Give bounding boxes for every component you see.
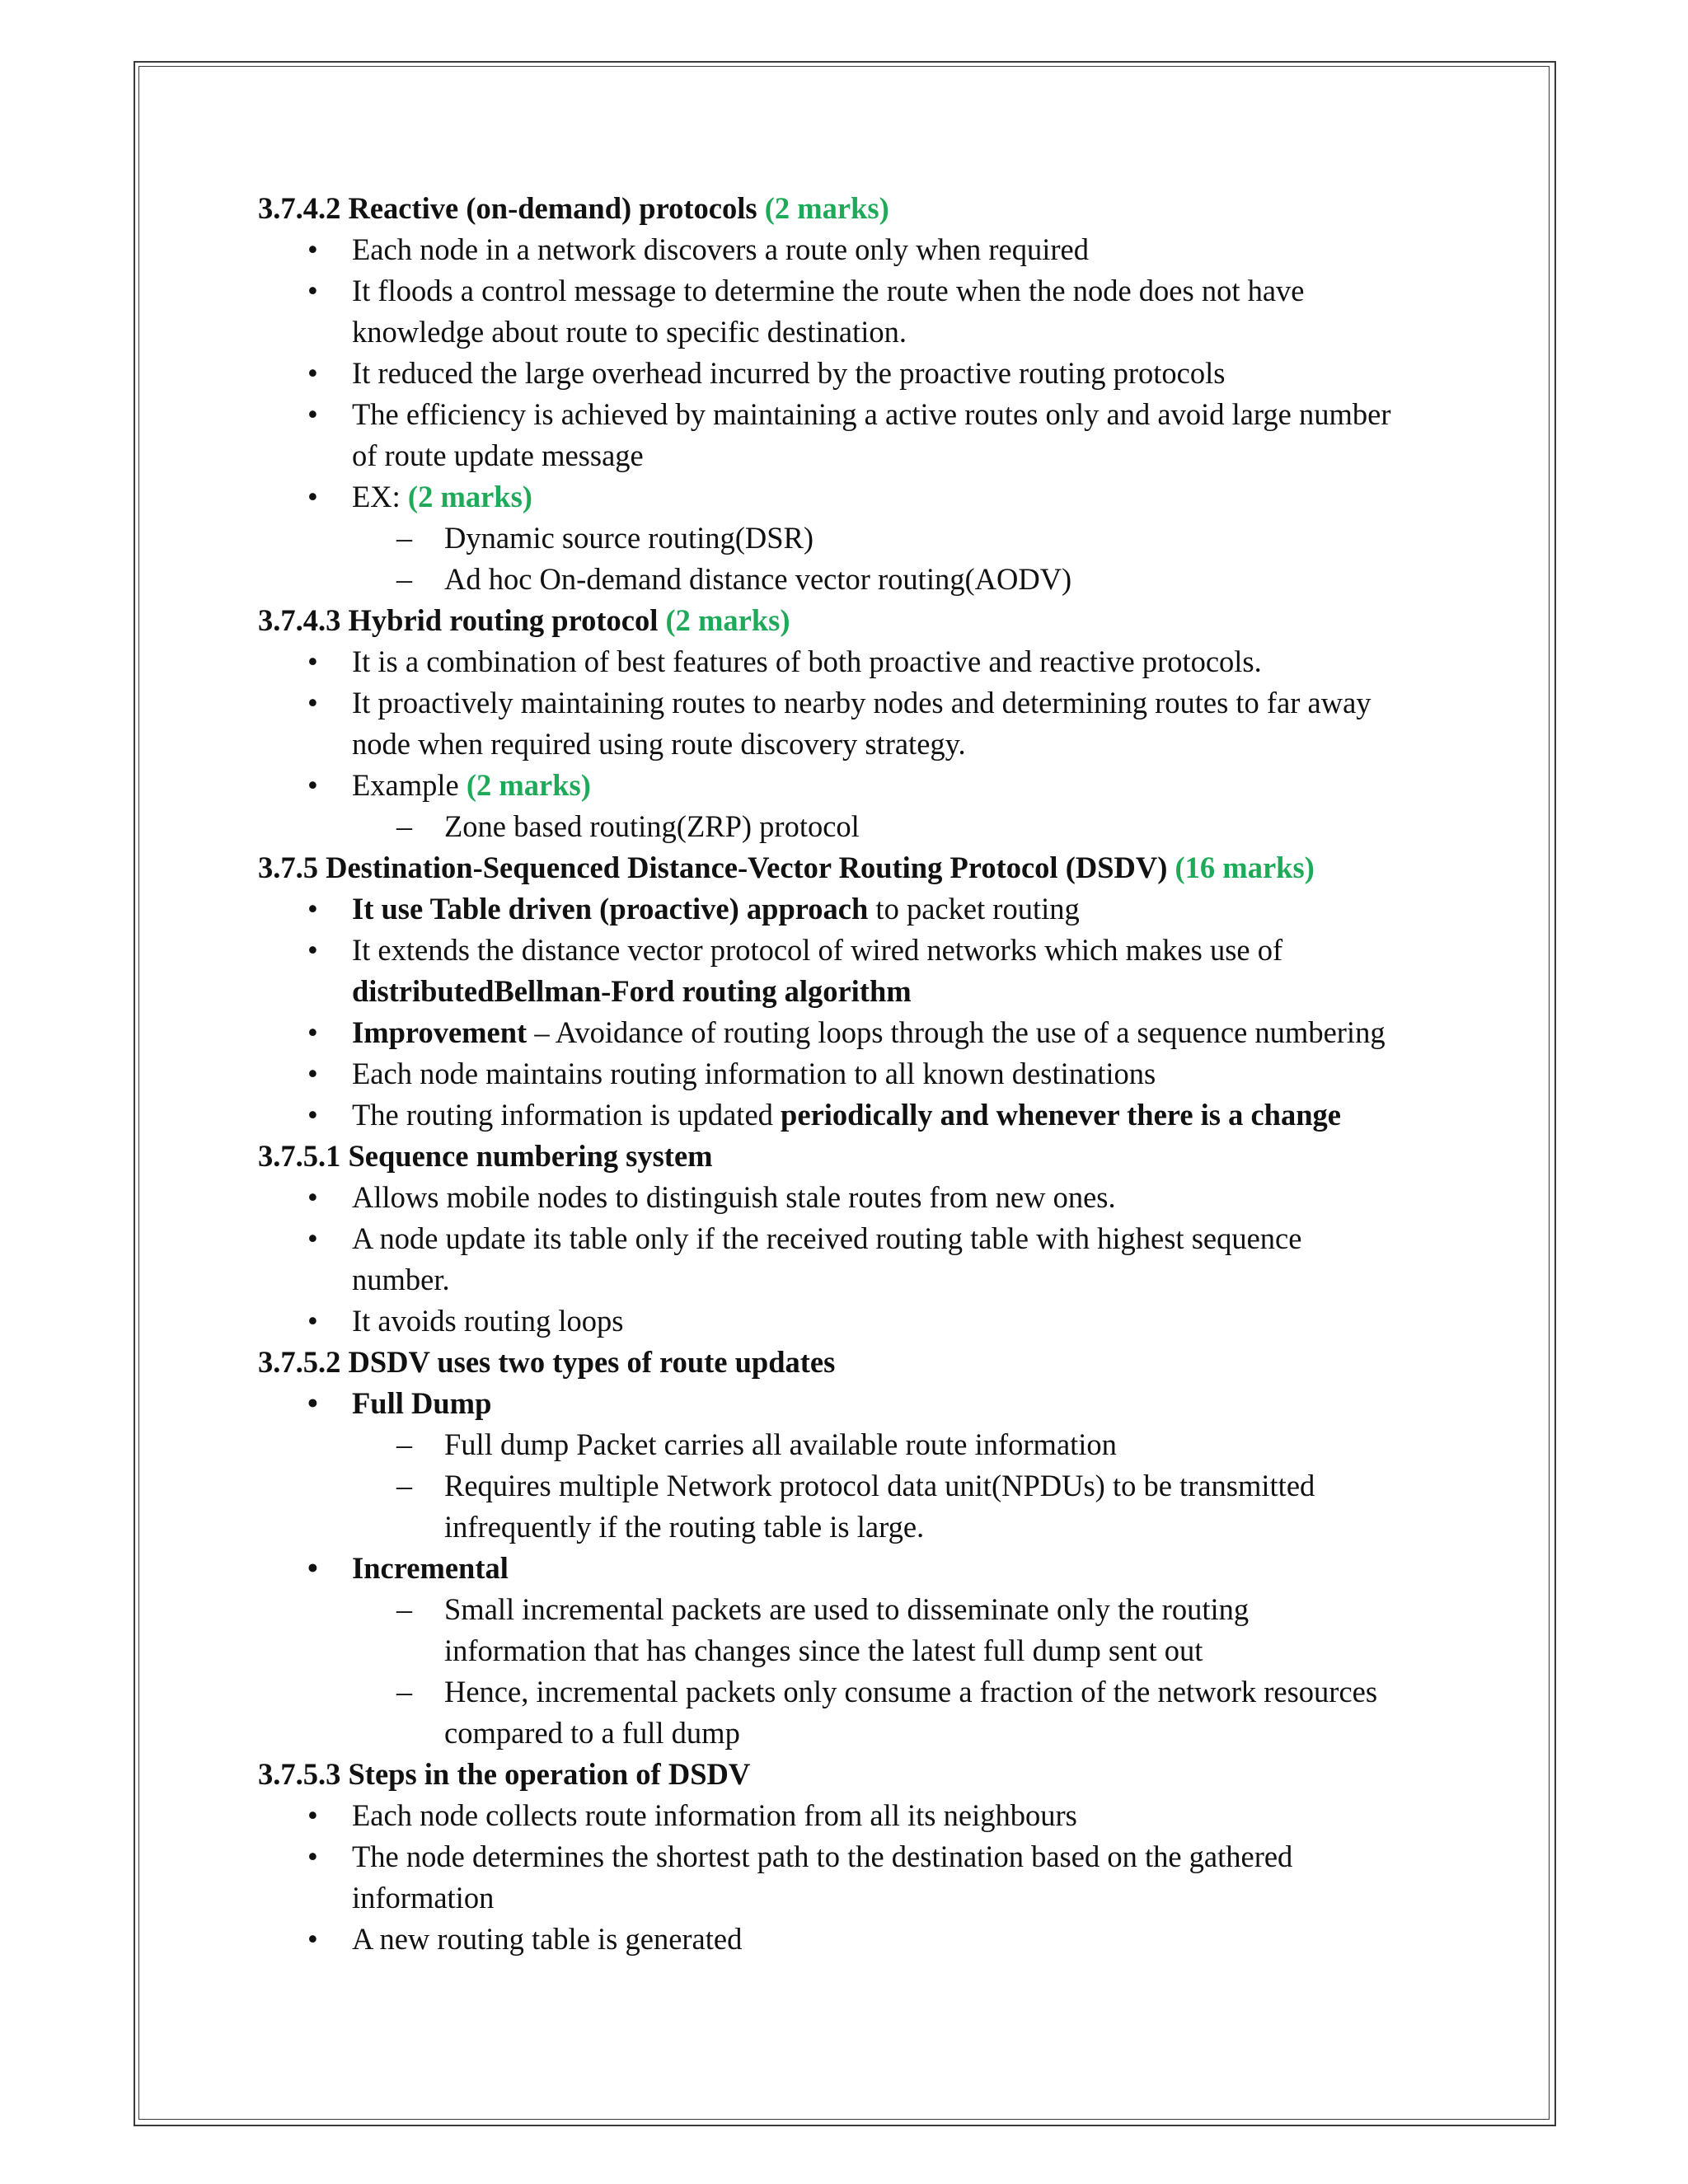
bullet-icon: • xyxy=(307,1386,318,1420)
marks-badge: (2 marks) xyxy=(407,480,532,513)
bullet-icon: • xyxy=(307,768,318,802)
sub-list-item: – Small incremental packets are used to disseminate only the routing xyxy=(258,1589,1478,1630)
list-item: • It floods a control message to determine the route when the node does not have xyxy=(258,270,1478,312)
bullet-icon: • xyxy=(307,1098,318,1132)
list-item: • Improvement – Avoidance of routing loops through the use of a sequence numbering xyxy=(258,1012,1478,1053)
list-item-continuation: knowledge about route to specific destination. xyxy=(352,315,907,349)
sub-list-item: – Hence, incremental packets only consume a fraction of the network resources xyxy=(258,1671,1478,1713)
list-item: • A node update its table only if the received routing table with highest sequence xyxy=(258,1218,1478,1259)
list-item: • Each node collects route information from all its neighbours xyxy=(258,1795,1478,1836)
list-item: • Each node in a network discovers a route only when required xyxy=(258,229,1478,270)
marks-badge: (2 marks) xyxy=(665,603,790,637)
section-heading-3751: 3.7.5.1 Sequence numbering system xyxy=(258,1139,713,1173)
list-item: • Incremental xyxy=(258,1548,1478,1589)
list-item: • The efficiency is achieved by maintaining a active routes only and avoid large number xyxy=(258,394,1478,435)
section-heading-3743: 3.7.4.3 Hybrid routing protocol (2 marks) xyxy=(258,603,790,637)
list-item-continuation: node when required using route discovery strategy. xyxy=(352,727,966,761)
sub-list-item: – Requires multiple Network protocol data unit(NPDUs) to be transmitted xyxy=(258,1465,1478,1507)
section-heading-3742: 3.7.4.2 Reactive (on-demand) protocols (2 marks) xyxy=(258,191,889,225)
list-item-continuation: number. xyxy=(352,1263,450,1296)
list-item: • Allows mobile nodes to distinguish stale routes from new ones. xyxy=(258,1177,1478,1218)
list-item: • It use Table driven (proactive) approach to packet routing xyxy=(258,888,1478,930)
dash-icon: – xyxy=(396,1592,412,1627)
sub-list-item: – Ad hoc On-demand distance vector routing(AODV) xyxy=(258,559,1478,600)
bullet-icon: • xyxy=(307,686,318,719)
bullet-icon: • xyxy=(307,1922,318,1956)
sub-list-item: – Full dump Packet carries all available route information xyxy=(258,1424,1478,1465)
section-heading-3753: 3.7.5.3 Steps in the operation of DSDV xyxy=(258,1757,751,1791)
list-item-continuation: distributedBellman-Ford routing algorithm xyxy=(352,974,912,1008)
list-item: • EX: (2 marks) xyxy=(258,476,1478,518)
list-item: • It avoids routing loops xyxy=(258,1301,1478,1342)
list-item-continuation: information xyxy=(352,1881,495,1915)
dash-icon: – xyxy=(396,1675,412,1709)
bullet-icon: • xyxy=(307,1551,318,1585)
list-item: • The node determines the shortest path to the destination based on the gathered xyxy=(258,1836,1478,1877)
bullet-icon: • xyxy=(307,644,318,678)
dash-icon: – xyxy=(396,521,412,555)
dash-icon: – xyxy=(396,1427,412,1462)
list-item: • It proactively maintaining routes to nearby nodes and determining routes to far away xyxy=(258,682,1478,724)
list-item: • A new routing table is generated xyxy=(258,1919,1478,1960)
list-item: • It extends the distance vector protocol of wired networks which makes use of xyxy=(258,930,1478,971)
marks-badge: (2 marks) xyxy=(764,191,889,225)
list-item: • The routing information is updated periodically and whenever there is a change xyxy=(258,1094,1478,1136)
sub-list-item-continuation: infrequently if the routing table is large. xyxy=(444,1510,925,1544)
bullet-icon: • xyxy=(307,1015,318,1049)
bullet-icon: • xyxy=(307,933,318,967)
dash-icon: – xyxy=(396,809,412,844)
marks-badge: (16 marks) xyxy=(1175,851,1315,884)
bullet-icon: • xyxy=(307,1798,318,1832)
list-item: • Example (2 marks) xyxy=(258,765,1478,806)
bullet-icon: • xyxy=(307,397,318,431)
bullet-icon: • xyxy=(307,1057,318,1090)
list-item: • Each node maintains routing information to all known destinations xyxy=(258,1053,1478,1094)
sub-list-item-continuation: information that has changes since the latest full dump sent out xyxy=(444,1633,1203,1667)
marks-badge: (2 marks) xyxy=(466,768,591,802)
bullet-icon: • xyxy=(307,232,318,266)
sub-list-item: – Zone based routing(ZRP) protocol xyxy=(258,806,1478,847)
bullet-icon: • xyxy=(307,274,318,307)
bullet-icon: • xyxy=(307,356,318,390)
list-item: • Full Dump xyxy=(258,1383,1478,1424)
list-item-continuation: of route update message xyxy=(352,438,644,472)
bullet-icon: • xyxy=(307,892,318,926)
bullet-icon: • xyxy=(307,1840,318,1873)
bullet-icon: • xyxy=(307,1304,318,1338)
section-heading-3752: 3.7.5.2 DSDV uses two types of route updates xyxy=(258,1345,836,1379)
bullet-icon: • xyxy=(307,480,318,513)
bullet-icon: • xyxy=(307,1180,318,1214)
sub-list-item: – Dynamic source routing(DSR) xyxy=(258,518,1478,559)
list-item: • It is a combination of best features of both proactive and reactive protocols. xyxy=(258,641,1478,682)
list-item: • It reduced the large overhead incurred by the proactive routing protocols xyxy=(258,353,1478,394)
document-body xyxy=(258,188,1478,1960)
dash-icon: – xyxy=(396,562,412,597)
dash-icon: – xyxy=(396,1469,412,1503)
bullet-icon: • xyxy=(307,1221,318,1255)
sub-list-item-continuation: compared to a full dump xyxy=(444,1716,740,1750)
section-heading-375: 3.7.5 Destination-Sequenced Distance-Vector Routing Protocol (DSDV) (16 marks) xyxy=(258,851,1315,884)
